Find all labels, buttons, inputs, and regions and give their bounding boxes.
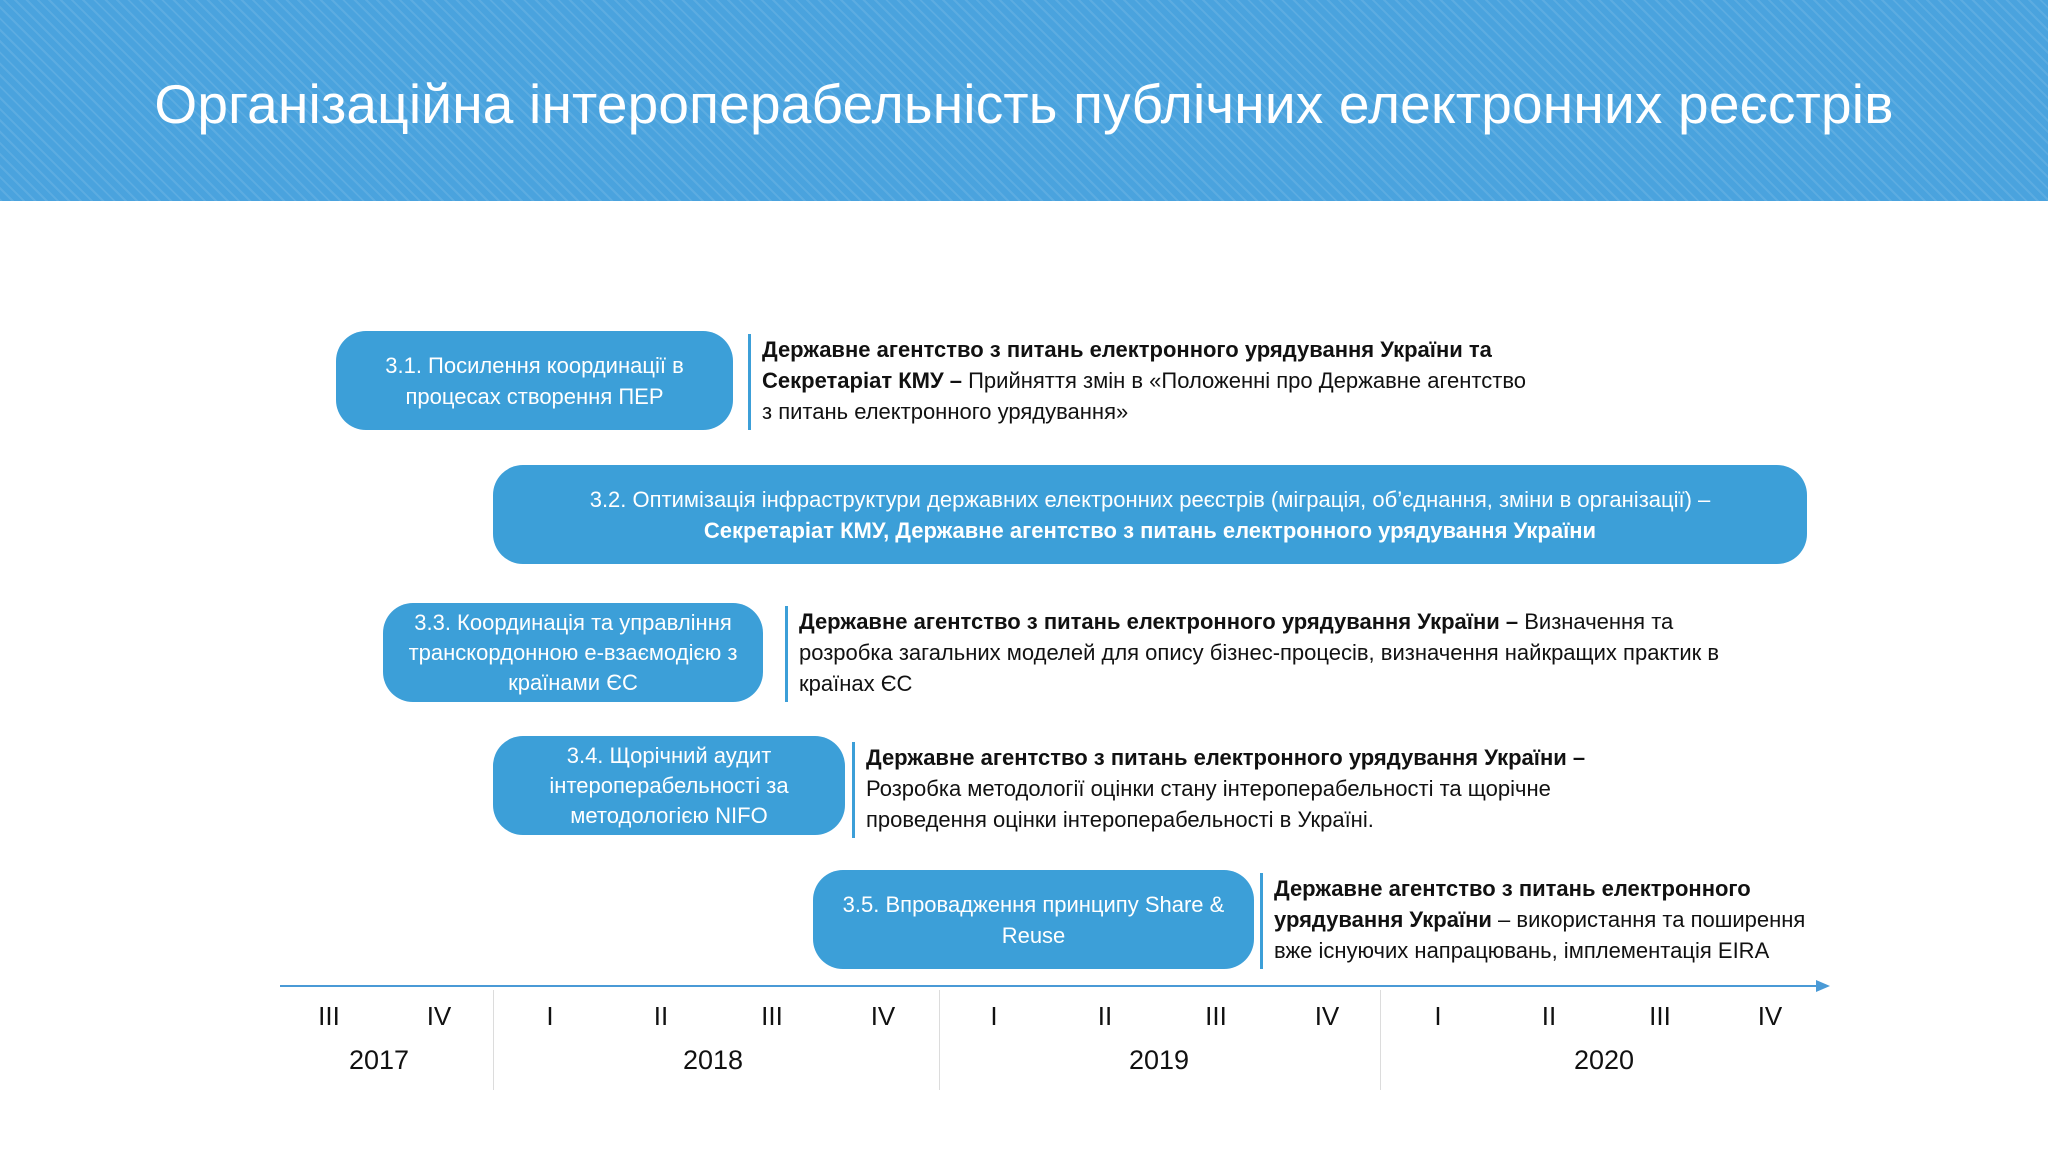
responsible-agency: Державне агентство з питань електронного урядування України та: [762, 337, 1492, 362]
task-3-5-description: [1260, 873, 1860, 969]
task-label-line: країнами ЄС: [508, 669, 638, 695]
task-3-4-pill: [493, 736, 845, 835]
quarter-label: II: [653, 1001, 669, 1031]
quarter-label: III: [318, 1001, 340, 1031]
task-description-text: розробка загальних моделей для опису бізнес-процесів, визначення найкращих практик в: [799, 640, 1720, 665]
task-description-text: з питань електронного урядування»: [762, 399, 1129, 424]
responsible-agency: Секретаріат КМУ –: [762, 368, 962, 393]
task-description-text: країнах ЄС: [799, 671, 913, 696]
year-label: 2017: [348, 1045, 410, 1075]
responsible-agency: Секретаріат КМУ, Державне агентство з питань електронного урядування України: [703, 517, 1597, 543]
quarter-label: IV: [1757, 1001, 1783, 1031]
task-label-line: інтероперабельності за: [549, 772, 789, 798]
year-separator: [1380, 990, 1381, 1090]
quarter-label: IV: [870, 1001, 896, 1031]
responsible-agency: Державне агентство з питань електронного урядування України –: [866, 745, 1586, 770]
quarter-label: III: [1205, 1001, 1227, 1031]
quarter-label: IV: [426, 1001, 452, 1031]
task-label-line: 3.3. Координація та управління: [414, 609, 732, 635]
responsible-agency: урядування України: [1274, 907, 1492, 932]
quarter-label: I: [990, 1001, 998, 1031]
quarter-label: IV: [1314, 1001, 1340, 1031]
task-3-3-description: [785, 606, 1825, 702]
timeline-arrow-icon: [1816, 980, 1830, 992]
task-3-5-pill: [813, 870, 1254, 969]
task-description-text: вже існуючих напрацювань, імплементація EIRA: [1274, 938, 1770, 963]
task-3-1-pill: [336, 331, 733, 430]
task-description-text: Визначення та: [1518, 609, 1674, 634]
task-description-text: – використання та поширення: [1491, 907, 1806, 932]
task-3-4-description: [852, 742, 1752, 838]
task-label-line: 3.1. Посилення координації в: [385, 352, 684, 378]
task-label-line: 3.2. Оптимізація інфраструктури державних електронних реєстрів (міграція, об’єднання, зміни в організації) –: [589, 486, 1711, 512]
year-label: 2019: [1128, 1045, 1190, 1075]
header-banner: [0, 0, 2048, 201]
year-label: 2020: [1573, 1045, 1635, 1075]
task-label-line: процесах створення ПЕР: [405, 383, 664, 409]
task-3-3-pill: [383, 603, 763, 702]
task-label-line: 3.5. Впровадження принципу Share &: [842, 891, 1225, 917]
timeline-axis: [280, 985, 1820, 987]
quarter-label: III: [1649, 1001, 1671, 1031]
task-3-2-pill: [493, 465, 1807, 564]
quarter-label: II: [1097, 1001, 1113, 1031]
task-3-1-description: [748, 334, 1648, 430]
year-separator: [939, 990, 940, 1090]
quarter-label: I: [546, 1001, 554, 1031]
task-label-line: 3.4. Щорічний аудит: [566, 742, 772, 768]
task-label-line: Reuse: [1001, 922, 1066, 948]
task-description-text: проведення оцінки інтероперабельності в Україні.: [866, 807, 1374, 832]
task-description-text: Прийняття змін в «Положенні про Державне агентство: [962, 368, 1527, 393]
task-description-text: Розробка методології оцінки стану інтероперабельності та щорічне: [866, 776, 1551, 801]
quarter-label: II: [1541, 1001, 1557, 1031]
task-label-line: транскордонною е-взаємодією з: [408, 639, 738, 665]
year-label: 2018: [682, 1045, 744, 1075]
page-title: Організаційна інтероперабельність публічних електронних реєстрів: [154, 73, 1894, 135]
responsible-agency: Державне агентство з питань електронного: [1274, 876, 1751, 901]
quarter-label: I: [1434, 1001, 1442, 1031]
task-label-line: методологією NIFO: [570, 802, 768, 828]
year-separator: [493, 990, 494, 1090]
responsible-agency: Державне агентство з питань електронного урядування України –: [799, 609, 1519, 634]
quarter-label: III: [761, 1001, 783, 1031]
